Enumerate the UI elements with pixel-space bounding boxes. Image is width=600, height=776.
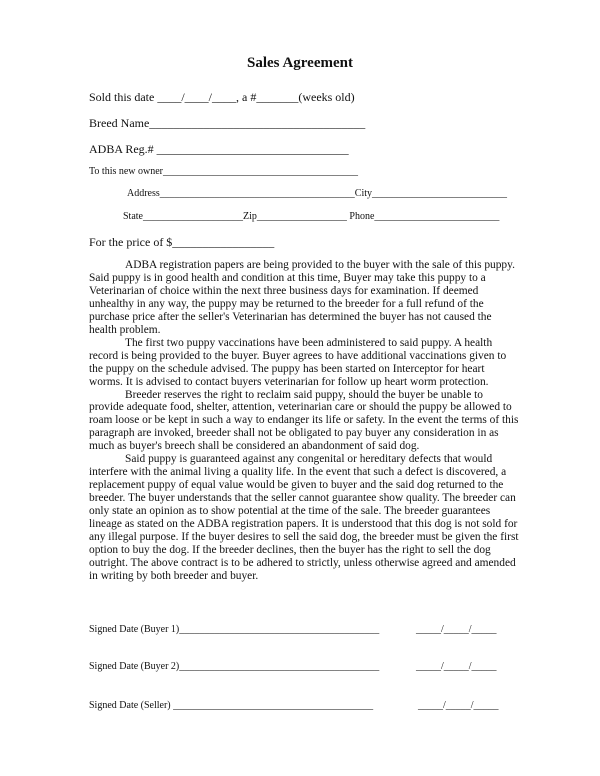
signature-buyer1-date[interactable]: _____/_____/_____ xyxy=(416,624,497,635)
state-zip-phone-field[interactable]: State____________________Zip__________________ Phone_________________________ xyxy=(123,211,500,222)
address-city-field[interactable]: Address_______________________________________City___________________________ xyxy=(127,188,507,199)
sold-date-field[interactable]: Sold this date ____/____/____, a #_______(weeks old) xyxy=(89,90,355,104)
agreement-body xyxy=(89,259,519,583)
document-title: Sales Agreement xyxy=(247,55,353,71)
price-field[interactable]: For the price of $_________________ xyxy=(89,235,275,249)
new-owner-field[interactable]: To this new owner_______________________________________ xyxy=(89,166,359,177)
paragraph-guarantee: Said puppy is guaranteed against any congenital or hereditary defects that would interfere with the animal living a quality life. In the event that such a defect is discovered, a replacement puppy of equal value would be given to buyer and the said dog returned to the breeder. The buyer understands that the seller cannot guarantee show quality. The breeder can only state an opinion as to show potential at the time of the sale. The breeder guarantees lineage as stated on the ADBA registration papers. It is understood that this dog is not sold for any illegal purpose. If the buyer desires to sell the said dog, the breeder must be given the first option to buy the dog. If the breeder declines, then the buyer has the right to sell the dog outright. The above contract is to be adhered to strictly, unless otherwise agreed and amended in writing by both breeder and buyer. xyxy=(89,453,519,582)
signature-seller-date[interactable]: _____/_____/_____ xyxy=(418,700,499,711)
signature-buyer2-line[interactable]: Signed Date (Buyer 2)________________________________________ xyxy=(89,661,380,672)
breed-name-field[interactable]: Breed Name____________________________________ xyxy=(89,116,366,130)
signature-buyer2-date[interactable]: _____/_____/_____ xyxy=(416,661,497,672)
signature-seller-line[interactable]: Signed Date (Seller) ________________________________________ xyxy=(89,700,374,711)
paragraph-reclaim: Breeder reserves the right to reclaim said puppy, should the buyer be unable to provide adequate food, shelter, attention, veterinarian care or should the puppy be allowed to roam loose or be kept in such a way to endanger its life or safety. In the event the terms of this paragraph are invoked, breeder shall not be obligated to pay buyer any consideration in as much as buyer's breech shall be considered an abandonment of said dog. xyxy=(89,388,519,453)
paragraph-vaccinations: The first two puppy vaccinations have been administered to said puppy. A health record is being provided to the buyer. Buyer agrees to have additional vaccinations given to the puppy on the schedule advised. The puppy has been started on Interceptor for heart worms. It is advised to contact buyers veterinarian for follow up heart worm protection. xyxy=(89,336,507,388)
adba-reg-field[interactable]: ADBA Reg.# ________________________________ xyxy=(89,142,349,156)
paragraph-registration: ADBA registration papers are being provided to the buyer with the sale of this puppy. Said puppy is in good health and condition at this time, Buyer may take this puppy to a Veterinarian of choice within the next three business days for examination. If deemed unhealthy in any way, the puppy may be returned to the breeder for a full refund of the purchase price after the seller's Veterinarian has determined the buyer has not caused the health problem. xyxy=(89,259,515,336)
signature-buyer1-line[interactable]: Signed Date (Buyer 1)________________________________________ xyxy=(89,624,380,635)
